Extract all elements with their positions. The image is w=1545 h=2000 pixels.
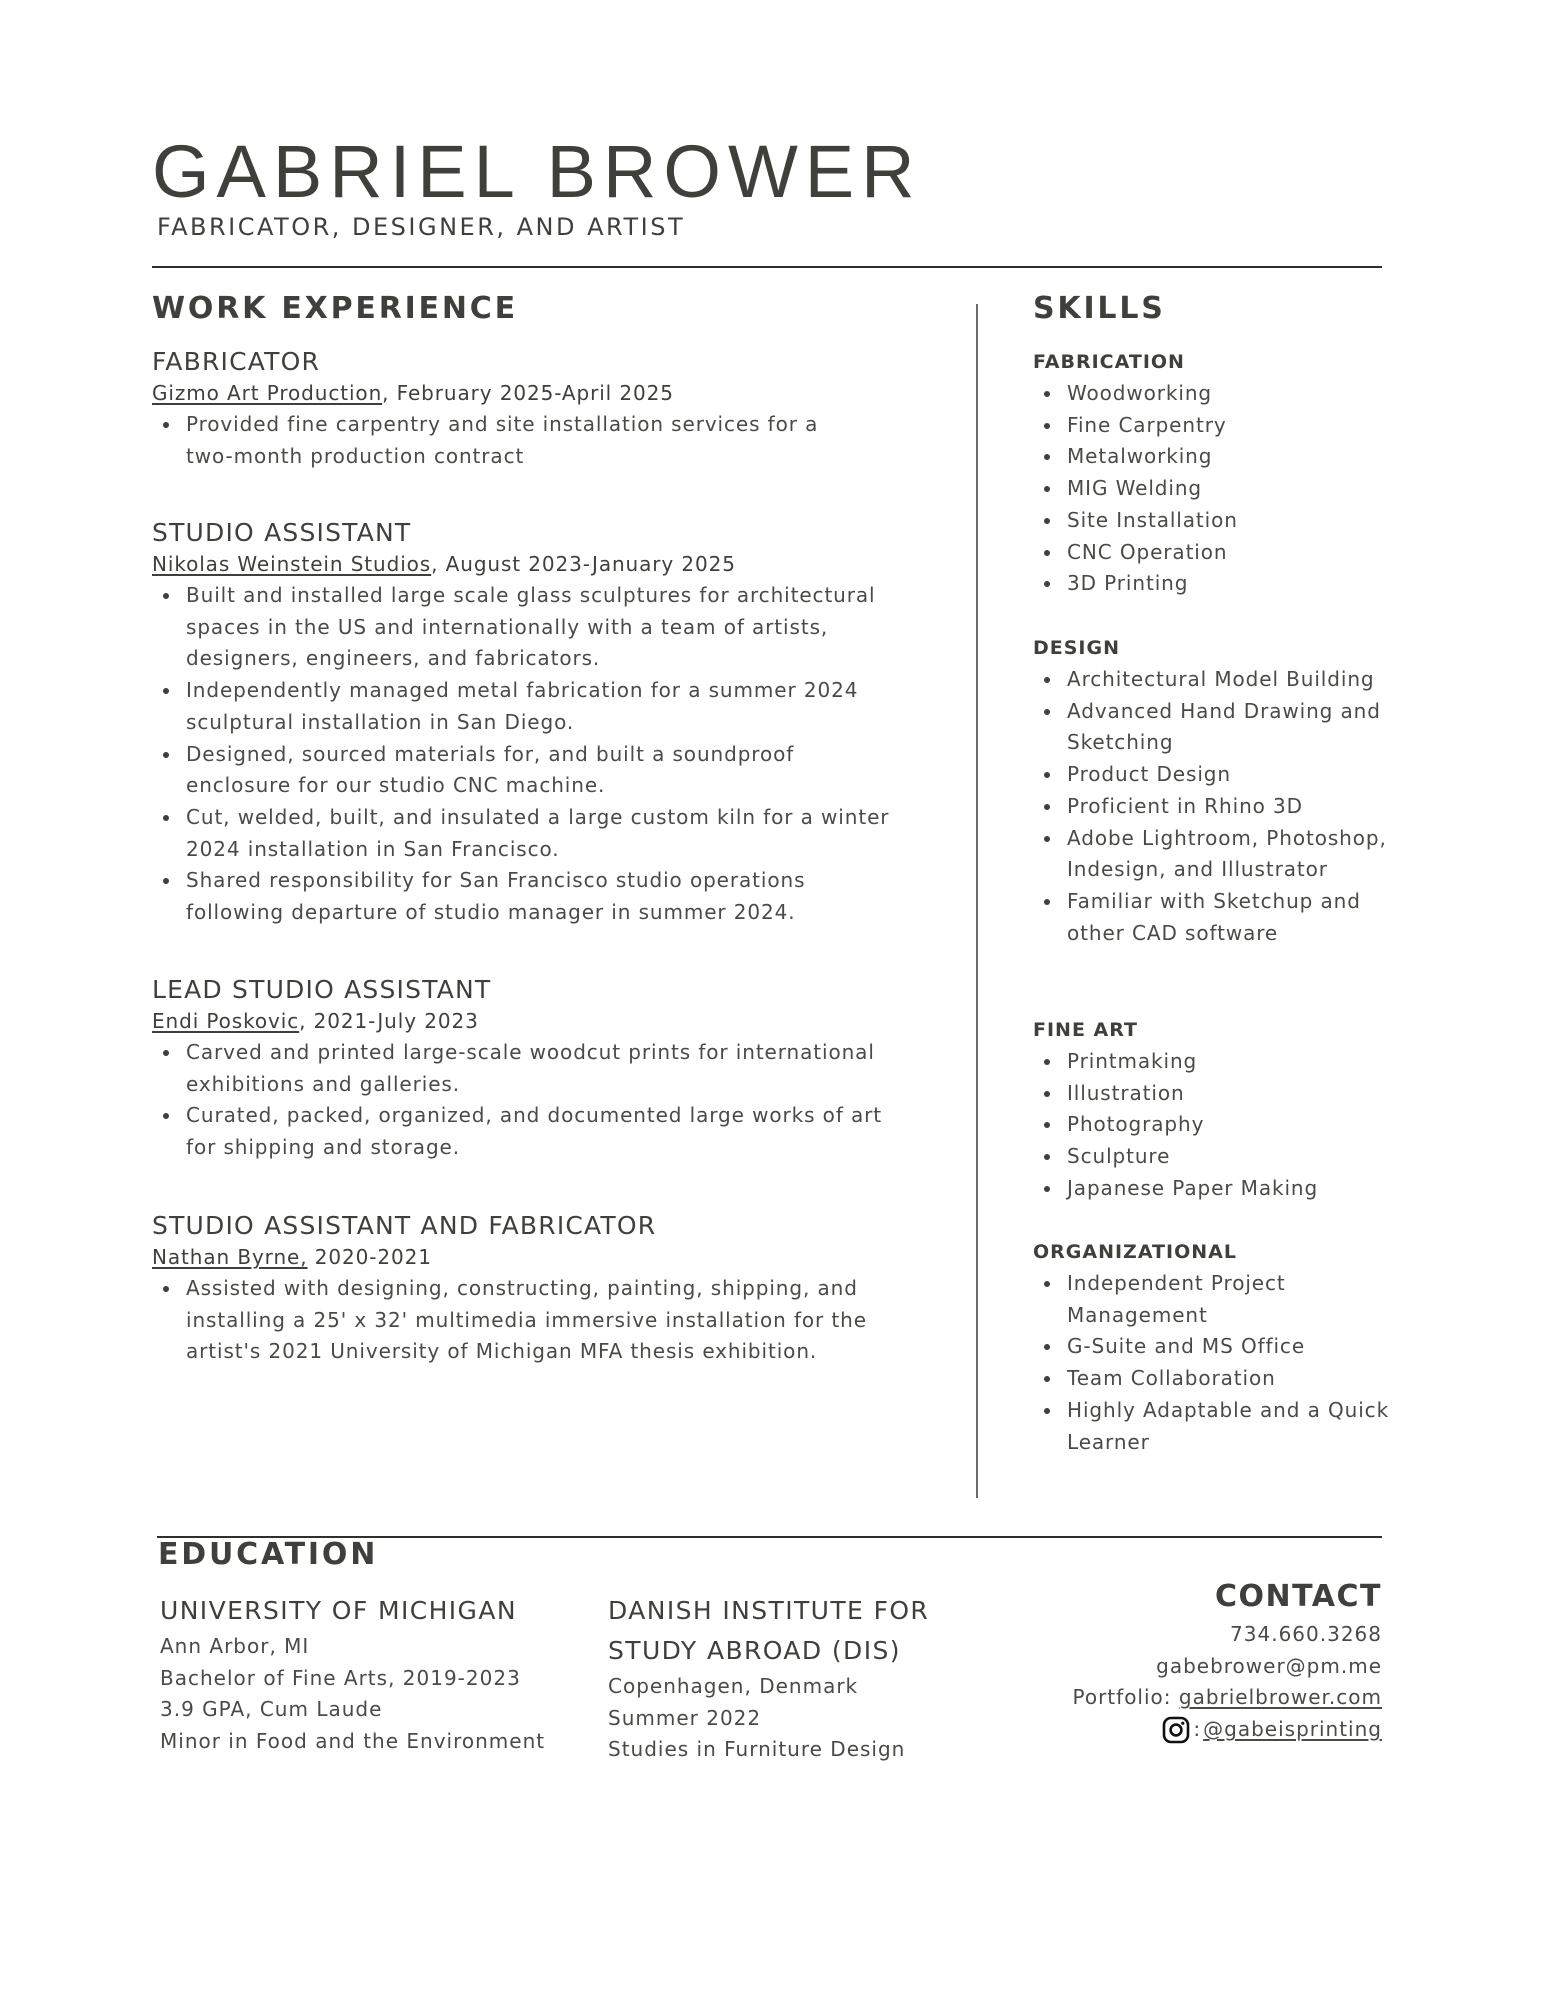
contact-title: CONTACT (1215, 1579, 1382, 1614)
job-subtitle (152, 378, 892, 409)
column-divider (976, 304, 978, 1498)
skill-item: Woodworking (1033, 378, 1413, 410)
skill-item: 3D Printing (1033, 568, 1413, 600)
skill-item: G-Suite and MS Office (1033, 1331, 1413, 1363)
skill-group-heading: DESIGN (1033, 637, 1121, 659)
education-detail: Studies in Furniture Design (608, 1737, 906, 1762)
instagram-handle-link[interactable]: @gabeisprinting (1203, 1716, 1382, 1741)
skill-item: MIG Welding (1033, 473, 1413, 505)
resume-tagline: FABRICATOR, DESIGNER, AND ARTIST (157, 213, 686, 241)
skill-group-design (1033, 632, 1413, 949)
portfolio-label: Portfolio: (1072, 1685, 1179, 1710)
job-subtitle (152, 1242, 892, 1273)
job-title: STUDIO ASSISTANT AND FABRICATOR (152, 1211, 657, 1240)
skill-item: Printmaking (1033, 1046, 1413, 1078)
company-link[interactable]: Nathan Byrne, (152, 1245, 308, 1269)
skill-item: Metalworking (1033, 441, 1413, 473)
skill-group-heading: ORGANIZATIONAL (1033, 1241, 1237, 1263)
skill-item: Adobe Lightroom, Photoshop, Indesign, and Illustrator (1033, 823, 1413, 886)
skill-item: Team Collaboration (1033, 1363, 1413, 1395)
contact-instagram (1073, 1714, 1383, 1754)
skill-item: Architectural Model Building (1033, 664, 1413, 696)
job-entry (152, 517, 892, 929)
skill-item: Proficient in Rhino 3D (1033, 791, 1413, 823)
education-detail: Bachelor of Fine Arts, 2019-2023 (160, 1665, 521, 1690)
contact-block (1073, 1577, 1383, 1754)
contact-email[interactable]: gabebrower@pm.me (1156, 1653, 1382, 1678)
instagram-icon (1161, 1715, 1191, 1745)
company-link[interactable]: Endi Poskovic (152, 1009, 300, 1033)
skill-item: Product Design (1033, 759, 1413, 791)
job-bullets (152, 1037, 887, 1164)
job-bullet: Shared responsibility for San Francisco studio operations following departure of studio manager in summer 2024. (152, 865, 897, 928)
job-dates: , August 2023-January 2025 (431, 552, 736, 576)
header-divider (152, 266, 1382, 268)
job-bullet: Designed, sourced materials for, and built a soundproof enclosure for our studio CNC machine. (152, 739, 897, 802)
skill-item: Highly Adaptable and a Quick Learner (1033, 1395, 1413, 1458)
skills-title: SKILLS (1033, 291, 1166, 326)
job-subtitle (152, 1006, 892, 1037)
portfolio-link[interactable]: gabrielbrower.com (1178, 1685, 1382, 1710)
school-name: UNIVERSITY OF MICHIGAN (160, 1596, 517, 1625)
job-title: STUDIO ASSISTANT (152, 518, 412, 547)
job-bullets (152, 409, 832, 472)
skill-group-fabrication (1033, 346, 1413, 600)
resume-name: GABRIEL BROWER (152, 130, 922, 213)
company-link[interactable]: Gizmo Art Production (152, 381, 383, 405)
job-dates: , 2021-July 2023 (299, 1009, 479, 1033)
job-bullet: Assisted with designing, constructing, painting, shipping, and installing a 25' x 32' multimedia immersive installation for the artist's 2021 University of Michigan MFA thesis exhibition. (152, 1273, 892, 1368)
instagram-separator: : (1193, 1716, 1202, 1741)
contact-phone[interactable]: 734.660.3268 (1230, 1622, 1382, 1646)
skill-item: Illustration (1033, 1078, 1413, 1110)
job-dates: 2020-2021 (307, 1245, 432, 1269)
work-experience-title: WORK EXPERIENCE (152, 291, 518, 326)
job-bullet: Carved and printed large-scale woodcut prints for international exhibitions and galleries. (152, 1037, 887, 1100)
job-dates: , February 2025-April 2025 (382, 381, 674, 405)
education-entry (608, 1591, 929, 1766)
education-detail: Minor in Food and the Environment (160, 1728, 546, 1753)
education-title: EDUCATION (158, 1537, 379, 1572)
skill-list (1033, 1268, 1413, 1458)
job-subtitle (152, 549, 892, 580)
job-bullet: Independently managed metal fabrication for a summer 2024 sculptural installation in San Diego. (152, 675, 897, 738)
job-bullets (152, 580, 897, 929)
skill-item: Japanese Paper Making (1033, 1173, 1413, 1205)
company-link[interactable]: Nikolas Weinstein Studios (152, 552, 432, 576)
skill-item: Advanced Hand Drawing and Sketching (1033, 696, 1413, 759)
education-entry (160, 1591, 545, 1757)
skill-item: CNC Operation (1033, 537, 1413, 569)
skill-item: Independent Project Management (1033, 1268, 1413, 1331)
school-name-line: STUDY ABROAD (DIS) (608, 1636, 901, 1665)
job-title: LEAD STUDIO ASSISTANT (152, 975, 492, 1004)
skill-item: Sculpture (1033, 1141, 1413, 1173)
skill-item: Site Installation (1033, 505, 1413, 537)
job-bullets (152, 1273, 892, 1368)
skill-item: Familiar with Sketchup and other CAD software (1033, 886, 1413, 949)
skill-list (1033, 1046, 1413, 1205)
skill-list (1033, 378, 1413, 600)
education-detail: Ann Arbor, MI (160, 1634, 310, 1658)
skill-group-fine-art (1033, 1014, 1413, 1205)
job-bullet: Cut, welded, built, and insulated a large custom kiln for a winter 2024 installation in San Francisco. (152, 802, 897, 865)
skill-item: Fine Carpentry (1033, 410, 1413, 442)
contact-portfolio (1073, 1682, 1383, 1714)
skill-group-heading: FINE ART (1033, 1019, 1138, 1041)
job-entry (152, 974, 892, 1164)
job-bullet: Provided fine carpentry and site installation services for a two-month production contract (152, 409, 832, 472)
job-entry (152, 1210, 892, 1368)
education-detail: Copenhagen, Denmark (608, 1674, 859, 1698)
job-bullet: Curated, packed, organized, and documented large works of art for shipping and storage. (152, 1100, 887, 1163)
education-detail: Summer 2022 (608, 1705, 762, 1730)
job-title: FABRICATOR (152, 347, 321, 376)
skill-list (1033, 664, 1413, 949)
job-bullet: Built and installed large scale glass sculptures for architectural spaces in the US and internationally with a team of artists, designers, engineers, and fabricators. (152, 580, 897, 675)
job-entry (152, 346, 892, 472)
skill-item: Photography (1033, 1109, 1413, 1141)
skill-group-heading: FABRICATION (1033, 351, 1185, 373)
skill-group-organizational (1033, 1236, 1413, 1458)
school-name-line: DANISH INSTITUTE FOR (608, 1596, 930, 1625)
education-detail: 3.9 GPA, Cum Laude (160, 1697, 383, 1722)
